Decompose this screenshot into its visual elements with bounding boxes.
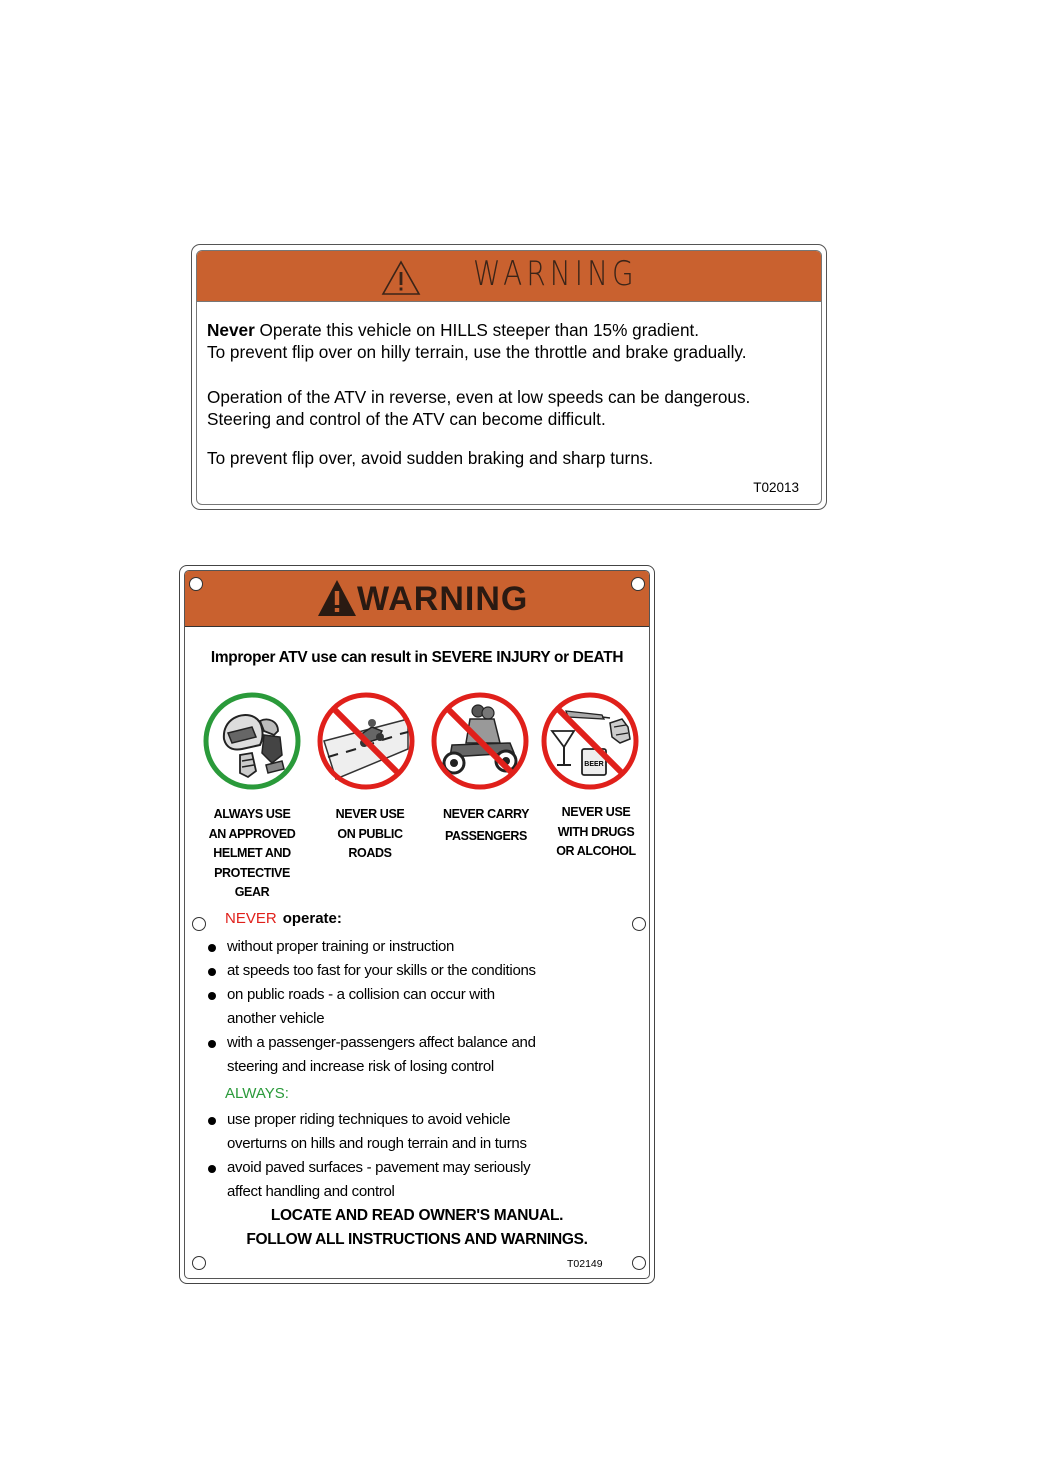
atv-warning-label-border <box>184 570 650 1279</box>
atv-label-code: T02149 <box>567 1258 603 1270</box>
no-public-roads-icon <box>316 691 416 791</box>
reverse-line-2: Steering and control of the ATV can become difficult. <box>207 409 606 429</box>
hills-warning-banner <box>197 251 821 302</box>
always-heading: ALWAYS: <box>225 1085 289 1102</box>
hills-warning-label-border <box>196 250 822 505</box>
warning-triangle-icon <box>381 260 421 296</box>
hills-label-code: T02013 <box>753 480 799 495</box>
list-item: without proper training or instruction <box>205 935 627 959</box>
mounting-hole <box>632 1256 646 1270</box>
caption-drugs: NEVER USE WITH DRUGS OR ALCOHOL <box>556 805 636 858</box>
mounting-hole <box>192 917 206 931</box>
atv-warning-label <box>179 565 655 1284</box>
caption-helmet: ALWAYS USE AN APPROVED HELMET AND PROTECTIVE GEAR <box>208 807 296 899</box>
beer-can-text: BEER <box>584 761 604 768</box>
hills-warning-paragraph-3: To prevent flip over, avoid sudden braking and sharp turns. <box>207 448 654 468</box>
list-item: avoid paved surfaces - pavement may seriously affect handling and control <box>205 1156 627 1204</box>
list-item: use proper riding techniques to avoid vehicle overturns on hills and rough terrain and in turns <box>205 1108 627 1156</box>
hills-warning-title: WARNING <box>473 254 638 294</box>
never-emphasis: Never <box>207 320 255 340</box>
hills-warning-label <box>191 244 827 510</box>
warning-triangle-icon <box>317 579 357 617</box>
hills-line-1: Operate this vehicle on HILLS steeper than 15% gradient. <box>254 320 700 340</box>
reverse-line-1: Operation of the ATV in reverse, even at low speeds can be dangerous. <box>207 387 751 407</box>
mounting-hole <box>631 577 645 591</box>
list-item: on public roads - a collision can occur with another vehicle <box>205 983 627 1031</box>
mounting-hole <box>632 917 646 931</box>
list-item: at speeds too fast for your skills or the conditions <box>205 959 627 983</box>
always-list <box>205 1108 627 1204</box>
mounting-hole <box>189 577 203 591</box>
atv-warning-banner <box>185 571 649 627</box>
no-drugs-alcohol-icon <box>540 691 640 791</box>
never-operate-heading <box>225 910 342 927</box>
list-item: with a passenger-passengers affect balance and steering and increase risk of losing control <box>205 1031 627 1079</box>
hills-line-2: To prevent flip over on hilly terrain, use the throttle and brake gradually. <box>207 342 747 362</box>
caption-passengers: NEVER CARRY PASSENGERS <box>442 807 530 843</box>
operate-word: operate: <box>282 910 342 927</box>
mounting-hole <box>192 1256 206 1270</box>
hills-warning-paragraph-1 <box>207 319 746 363</box>
severe-injury-headline: Improper ATV use can result in SEVERE INJURY or DEATH <box>210 649 624 666</box>
caption-roads: NEVER USE ON PUBLIC ROADS <box>335 807 405 860</box>
atv-warning-title: WARNING <box>357 580 529 618</box>
owners-manual-footer: LOCATE AND READ OWNER'S MANUAL. FOLLOW ALL INSTRUCTIONS AND WARNINGS. <box>246 1207 588 1248</box>
never-list <box>205 935 627 1079</box>
hills-warning-paragraph-2 <box>207 386 750 430</box>
no-passengers-icon <box>430 691 530 791</box>
helmet-gear-icon <box>202 691 302 791</box>
never-word: NEVER <box>225 910 277 927</box>
